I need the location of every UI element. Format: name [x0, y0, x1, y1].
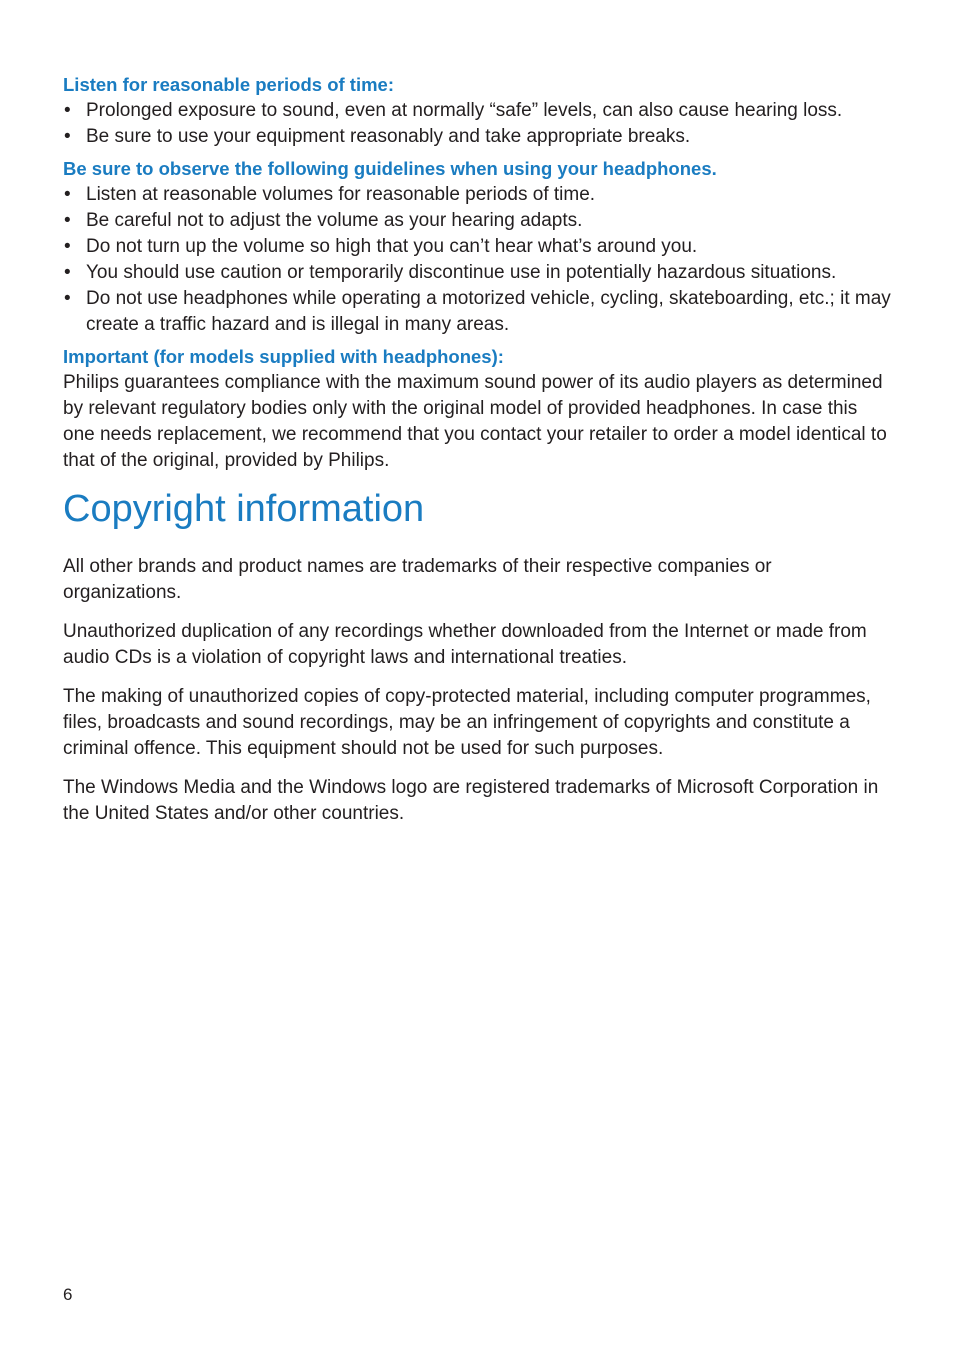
- list-item: [63, 286, 893, 338]
- important-headphones-text: Philips guarantees compliance with the maximum sound power of its audio players as determined by relevant regulatory bodies only with the original model of provided headphones. In case this one needs replacement, we recommend that you contact your retailer to order a model identical to that of the original, provided by Philips.: [63, 372, 887, 471]
- bullet-icon: •: [64, 288, 71, 309]
- list-item-text: Do not turn up the volume so high that you can’t hear what’s around you.: [86, 236, 698, 257]
- list-item-text: Be sure to use your equipment reasonably and take appropriate breaks.: [86, 126, 691, 147]
- bullet-icon: •: [64, 184, 71, 205]
- copyright-paragraph-duplication: Unauthorized duplication of any recordings whether downloaded from the Internet or made from audio CDs is a violation of copyright laws and international treaties.: [63, 621, 867, 668]
- bullet-icon: •: [64, 262, 71, 283]
- list-item: [63, 182, 893, 208]
- copyright-paragraph-trademarks: All other brands and product names are trademarks of their respective companies or organizations.: [63, 556, 772, 603]
- list-item: [63, 260, 893, 286]
- list-item-text: Prolonged exposure to sound, even at normally “safe” levels, can also cause hearing loss.: [86, 100, 843, 121]
- bullet-icon: •: [64, 236, 71, 257]
- bullet-icon: •: [64, 126, 71, 147]
- copyright-paragraph-windows-media: The Windows Media and the Windows logo are registered trademarks of Microsoft Corporation in the United States and/or other countries.: [63, 777, 879, 824]
- list-item: [63, 98, 893, 124]
- copyright-paragraph-copy-protected: The making of unauthorized copies of copy-protected material, including computer programmes, files, broadcasts and sound recordings, may be an infringement of copyrights and constitute a criminal offence. This equipment should not be used for such purposes.: [63, 686, 871, 759]
- list-item-text: Do not use headphones while operating a motorized vehicle, cycling, skateboarding, etc.; it may create a traffic hazard and is illegal in many areas.: [86, 288, 891, 335]
- section-heading-headphone-guidelines: Be sure to observe the following guidelines when using your headphones.: [63, 158, 717, 179]
- section-heading-important-headphones: Important (for models supplied with headphones):: [63, 346, 504, 367]
- bullet-list-headphone-guidelines: [63, 182, 893, 338]
- bullet-list-listen-periods: [63, 98, 893, 150]
- list-item: [63, 124, 893, 150]
- list-item: [63, 234, 893, 260]
- section-heading-listen-periods: Listen for reasonable periods of time:: [63, 74, 395, 95]
- list-item-text: Listen at reasonable volumes for reasonable periods of time.: [86, 184, 596, 205]
- list-item: [63, 208, 893, 234]
- bullet-icon: •: [64, 100, 71, 121]
- page-content: [63, 72, 893, 840]
- page-title: Copyright information: [63, 488, 425, 530]
- page-number: 6: [63, 1285, 73, 1304]
- bullet-icon: •: [64, 210, 71, 231]
- list-item-text: Be careful not to adjust the volume as your hearing adapts.: [86, 210, 583, 231]
- list-item-text: You should use caution or temporarily discontinue use in potentially hazardous situations.: [86, 262, 837, 283]
